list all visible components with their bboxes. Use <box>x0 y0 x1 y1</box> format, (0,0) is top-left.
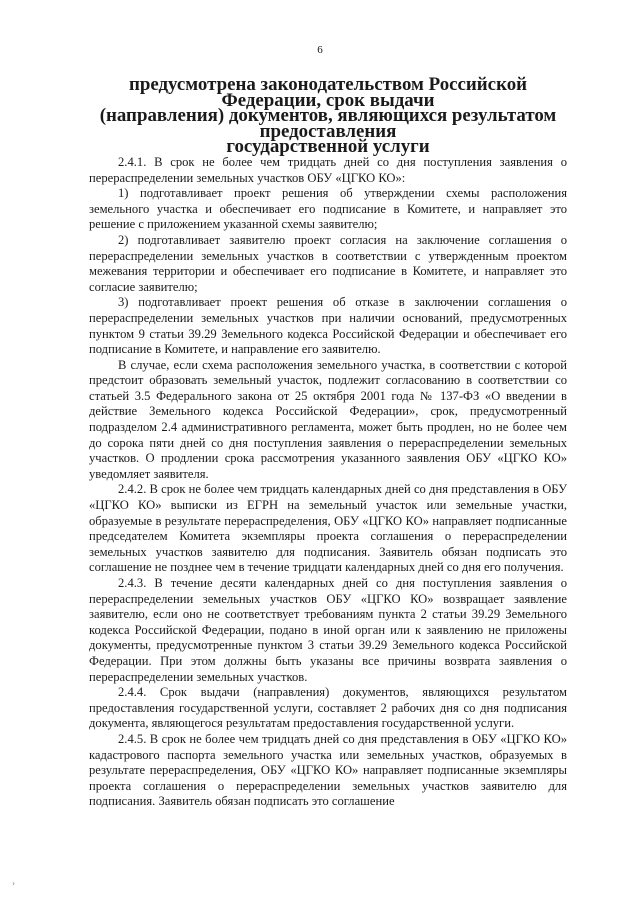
page-number: 6 <box>317 44 323 56</box>
paragraph-2-4-1: 2.4.1. В срок не более чем тридцать дней со дня поступления заявления о перераспределении земельных участков ОБУ «ЦГКО КО»: <box>89 154 567 185</box>
paragraph-item-1: 1) подготавливает проект решения об утверждении схемы расположения земельного участка и обеспечивает его подписание в Комитете, и направляет это решение с приложением указанной схемы заявителю; <box>89 186 567 232</box>
paragraph-2-4-3: 2.4.3. В течение десяти календарных дней со дня поступления заявления о перераспределении земельных участков ОБУ «ЦГКО КО» возвращает заявление заявителю, если оно не соответствует требованиям пункта 2 статьи 39.29 Земельного кодекса Российской Федерации, подано в иной орган или к заявлению не приложены документы, предусмотренные пунктом 3 статьи 39.29 Земельного кодекса Российской Федерации. При этом должны быть указаны все причины возврата заявления о перераспределении земельных участков. <box>89 576 567 684</box>
heading-line: (направления) документов, являющихся результатом предоставления <box>99 105 557 142</box>
paragraph-2-4-5: 2.4.5. В срок не более чем тридцать дней со дня представления в ОБУ «ЦГКО КО» кадастрового паспорта земельного участка или земельных участков, образуемых в результате перераспределения, ОБУ «ЦГКО КО» направляет подписанные экземпляры проекта соглашения о перераспределении земельных участков заявителю для подписания. Заявитель обязан подписать это соглашение <box>89 731 567 809</box>
paragraph-extension: В случае, если схема расположения земельного участка, в соответствии с которой предстоит образовать земельный участок, подлежит согласованию в соответствии со статьей 3.5 Федерального закона от 25 октября 2001 года № 137-ФЗ «О введении в действие Земельного кодекса Российской Федерации», срок, предусмотренный подразделом 2.4 административного регламента, может быть продлен, но не более чем до сорока пяти дней со дня поступления заявления о перераспределении земельных участков. О продлении срока рассмотрения указанного заявления ОБУ «ЦГКО КО» уведомляет заявителя. <box>89 357 567 481</box>
heading-line: предусмотрена законодательством Российской Федерации, срок выдачи <box>128 74 528 111</box>
paragraph-item-3: 3) подготавливает проект решения об отказе в заключении соглашения о перераспределении земельных участков при наличии оснований, предусмотренных пунктом 9 статьи 39.29 Земельного кодекса Российской Федерации и обеспечивает его подписание в Комитете, и направление его заявителю. <box>89 295 567 357</box>
section-heading <box>89 74 567 158</box>
paragraph-item-2: 2) подготавливает заявителю проект согласия на заключение соглашения о перераспределении земельных участков в соответствии с утвержденным проектом межевания территории и обеспечивает его подписание в Комитете, и направляет это согласие заявителю; <box>89 232 567 294</box>
document-body <box>89 74 567 810</box>
paragraph-2-4-4: 2.4.4. Срок выдачи (направления) документов, являющихся результатом предоставления государственной услуги, составляет 2 рабочих дня со дня подписания документа, являющегося результатам предоставления государственной услуги. <box>89 685 567 731</box>
paragraph-2-4-2: 2.4.2. В срок не более чем тридцать календарных дней со дня представления в ОБУ «ЦГКО КО» выписки из ЕГРН на земельный участок или земельные участки, образуемые в результате перераспределения, ОБУ «ЦГКО КО» направляет подписанные председателем Комитета экземпляры проекта соглашения о перераспределении земельных участков заявителю для подписания. Заявитель обязан подписать это соглашение не позднее чем в течение тридцати календарных дней со дня его получения. <box>89 482 567 575</box>
scan-artifact-mark: › <box>12 878 15 888</box>
heading-line: государственной услуги <box>226 136 430 158</box>
